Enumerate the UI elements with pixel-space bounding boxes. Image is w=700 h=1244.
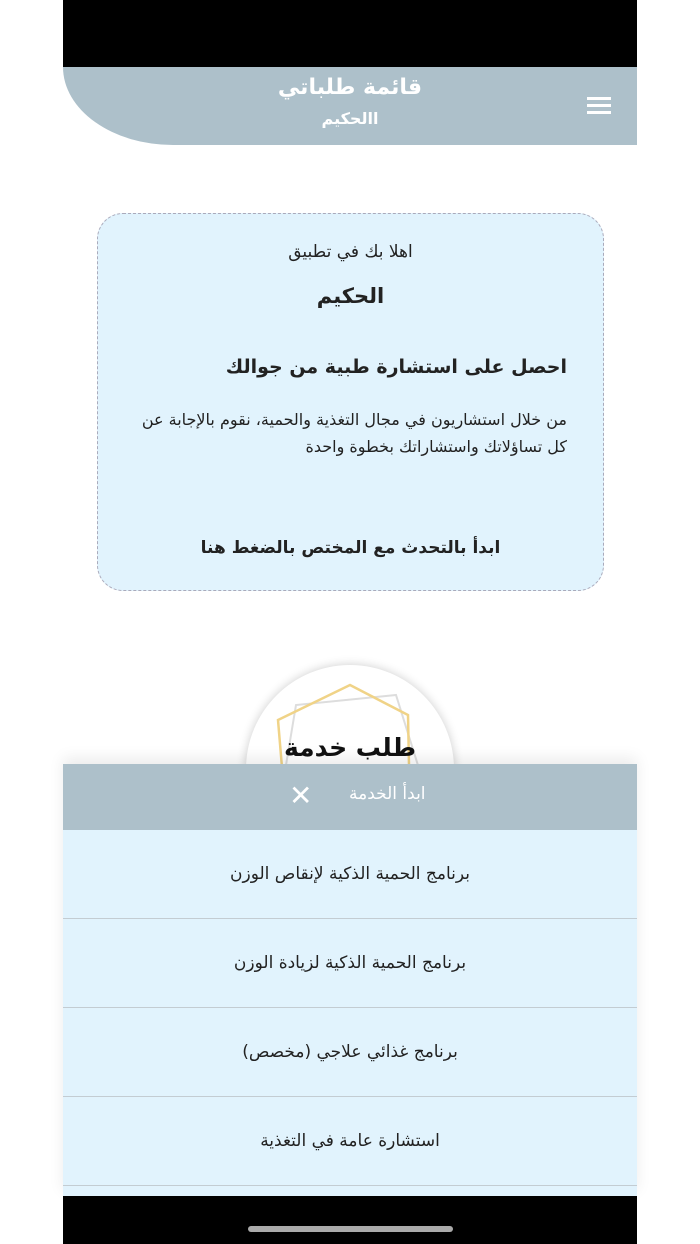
service-item-weight-gain[interactable]: برنامج الحمية الذكية لزيادة الوزن	[63, 919, 637, 1008]
headline: احصل على استشارة طبية من جوالك	[225, 356, 567, 378]
request-service-label: طلب خدمة	[283, 733, 417, 762]
app-header	[63, 67, 637, 145]
service-item-therapeutic[interactable]: برنامج غذائي علاجي (مخصص)	[63, 1008, 637, 1097]
description: من خلال استشاريون في مجال التغذية والحمية، نقوم بالإجابة عن كل تساؤلاتك واستشاراتك بخطوة واحدة	[141, 410, 567, 456]
service-sheet	[63, 764, 637, 1196]
close-icon[interactable]: ✕	[289, 779, 313, 812]
app-name: الحكيم	[316, 284, 385, 308]
page-title: قائمة طلباتي	[277, 75, 423, 100]
sheet-title: ابدأ الخدمة	[349, 784, 426, 804]
page-subtitle: االحكيم	[321, 109, 379, 128]
bottom-bar	[63, 1196, 637, 1244]
status-bar	[63, 0, 637, 67]
welcome-text: اهلا بك في تطبيق	[288, 242, 413, 262]
service-item-general[interactable]: استشارة عامة في التغذية	[63, 1097, 637, 1186]
welcome-card	[97, 213, 604, 591]
sheet-header	[63, 764, 637, 830]
service-item-weight-loss[interactable]: برنامج الحمية الذكية لإنقاص الوزن	[63, 830, 637, 919]
hamburger-menu-icon[interactable]	[587, 97, 611, 115]
start-chat-link[interactable]: ابدأ بالتحدث مع المختص بالضغط هنا	[200, 538, 501, 558]
home-indicator[interactable]	[248, 1226, 453, 1232]
